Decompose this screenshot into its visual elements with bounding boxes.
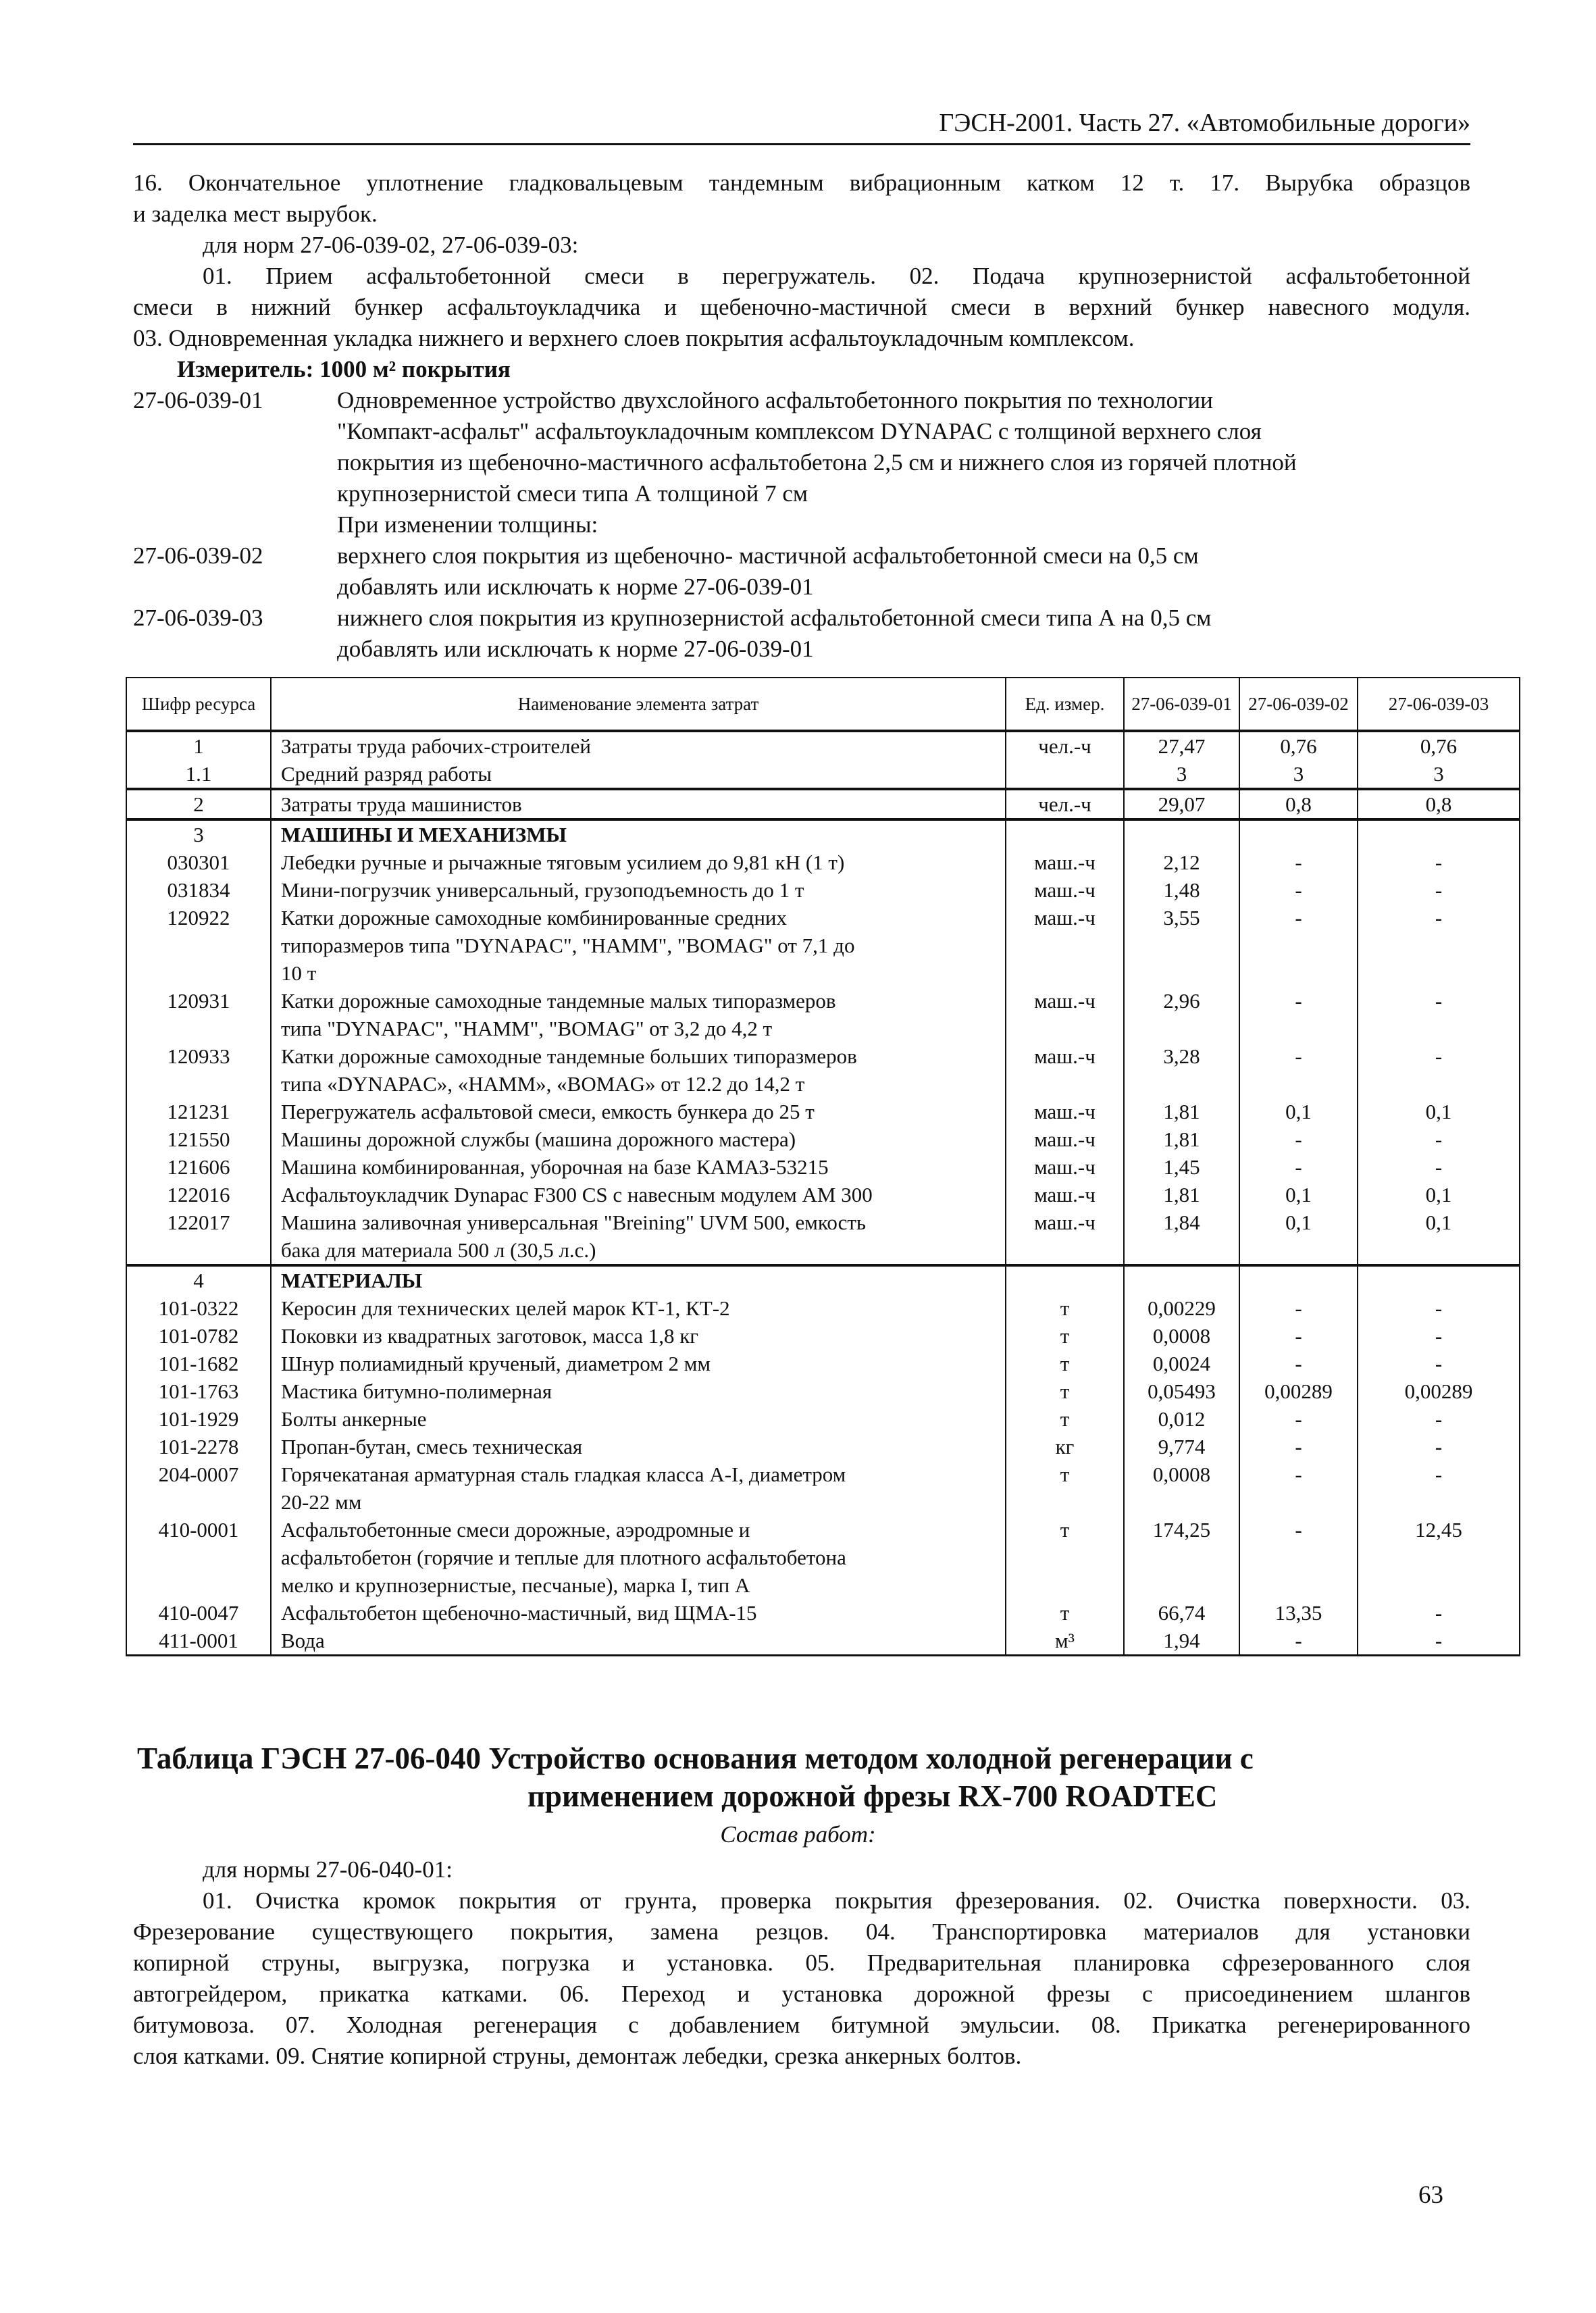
resource-name: Перегружатель асфальтовой смеси, емкость бункера до 25 т bbox=[271, 1098, 1006, 1125]
value-norm-01: 0,0008 bbox=[1124, 1460, 1239, 1516]
resource-code: 101-1763 bbox=[126, 1377, 271, 1405]
value-norm-02 bbox=[1239, 1265, 1358, 1294]
table-row bbox=[126, 1042, 1520, 1098]
value-norm-01: 0,00229 bbox=[1124, 1294, 1239, 1322]
table-row bbox=[126, 1181, 1520, 1209]
value-norm-03: - bbox=[1358, 1153, 1520, 1181]
resource-code: 121231 bbox=[126, 1098, 271, 1125]
norm-description: верхнего слоя покрытия из щебеночно- мастичной асфальтобетонной смеси на 0,5 см добавлять или исключать к норме 27-06-039-01 bbox=[337, 542, 1199, 600]
for-norm-label: для нормы 27-06-040-01: bbox=[203, 1856, 453, 1883]
paragraph-line: 16. Окончательное уплотнение гладковальцевым тандемным вибрационным катком 12 т. 17. Вырубка образцов bbox=[133, 170, 1470, 196]
value-norm-01: 2,96 bbox=[1124, 987, 1239, 1042]
resource-name: МАШИНЫ И МЕХАНИЗМЫ bbox=[271, 819, 1006, 848]
unit: т bbox=[1006, 1322, 1124, 1350]
for-norms-label: для норм 27-06-039-02, 27-06-039-03: bbox=[203, 232, 579, 258]
resource-code: 101-0322 bbox=[126, 1294, 271, 1322]
resource-name: Катки дорожные самоходные комбинированные средних типоразмеров типа "DYNAPAC", "HAMM", "BOMAG" от 7,1 до 10 т bbox=[271, 904, 1006, 987]
resource-name: Затраты труда машинистов bbox=[271, 789, 1006, 819]
col-header-norm-01: 27-06-039-01 bbox=[1124, 678, 1239, 731]
unit: маш.-ч bbox=[1006, 987, 1124, 1042]
resource-code: 030301 bbox=[126, 848, 271, 876]
value-norm-02: - bbox=[1239, 1322, 1358, 1350]
table-row bbox=[126, 1460, 1520, 1516]
value-norm-03 bbox=[1358, 1265, 1520, 1294]
value-norm-02: - bbox=[1239, 876, 1358, 904]
table-row bbox=[126, 904, 1520, 987]
unit bbox=[1006, 760, 1124, 789]
paragraph-line: 01. Прием асфальтобетонной смеси в перегружатель. 02. Подача крупнозернистой асфальтобетонной bbox=[203, 263, 1470, 289]
resource-name: Горячекатаная арматурная сталь гладкая класса А-I, диаметром 20-22 мм bbox=[271, 1460, 1006, 1516]
value-norm-03: - bbox=[1358, 904, 1520, 987]
value-norm-01: 0,0024 bbox=[1124, 1350, 1239, 1377]
resource-code: 121550 bbox=[126, 1125, 271, 1153]
resource-code: 121606 bbox=[126, 1153, 271, 1181]
resource-name: Шнур полиамидный крученый, диаметром 2 мм bbox=[271, 1350, 1006, 1377]
norm-code bbox=[133, 509, 337, 540]
resource-name: Болты анкерные bbox=[271, 1405, 1006, 1433]
paragraph-line: слоя катками. 09. Снятие копирной струны, демонтаж лебедки, срезка анкерных болтов. bbox=[133, 2043, 1022, 2069]
table-row bbox=[126, 1153, 1520, 1181]
unit: маш.-ч bbox=[1006, 1125, 1124, 1153]
paragraph-line: автогрейдером, прикатка катками. 06. Переход и установка дорожной фрезы с присоединением шлангов bbox=[133, 1981, 1470, 2007]
value-norm-01: 29,07 bbox=[1124, 789, 1239, 819]
value-norm-03: 3 bbox=[1358, 760, 1520, 789]
norm-description: нижнего слоя покрытия из крупнозернистой асфальтобетонной смеси типа А на 0,5 см добавлять или исключать к норме 27-06-039-01 bbox=[337, 605, 1212, 662]
value-norm-03: - bbox=[1358, 1599, 1520, 1627]
col-header-unit: Ед. измер. bbox=[1006, 678, 1124, 731]
value-norm-01: 0,0008 bbox=[1124, 1322, 1239, 1350]
value-norm-01: 1,81 bbox=[1124, 1098, 1239, 1125]
value-norm-02: - bbox=[1239, 1153, 1358, 1181]
value-norm-02: - bbox=[1239, 1627, 1358, 1656]
table-row bbox=[126, 1405, 1520, 1433]
resource-group bbox=[126, 1265, 1520, 1656]
paragraph-line: и заделка мест вырубок. bbox=[133, 201, 378, 227]
unit: маш.-ч bbox=[1006, 1042, 1124, 1098]
table-row bbox=[126, 1322, 1520, 1350]
header-rule bbox=[133, 143, 1470, 145]
value-norm-02: - bbox=[1239, 1433, 1358, 1460]
unit bbox=[1006, 1265, 1124, 1294]
table-row bbox=[126, 1599, 1520, 1627]
norm-entry bbox=[133, 603, 1470, 665]
resource-code: 1.1 bbox=[126, 760, 271, 789]
table-row bbox=[126, 1294, 1520, 1322]
unit: маш.-ч bbox=[1006, 848, 1124, 876]
resource-name: Поковки из квадратных заготовок, масса 1,8 кг bbox=[271, 1322, 1006, 1350]
work-list bbox=[133, 1854, 1470, 2072]
value-norm-02 bbox=[1239, 819, 1358, 848]
value-norm-01: 3,28 bbox=[1124, 1042, 1239, 1098]
value-norm-02: - bbox=[1239, 1042, 1358, 1098]
norm-list bbox=[133, 385, 1470, 665]
value-norm-02: - bbox=[1239, 1125, 1358, 1153]
resource-name: Асфальтоукладчик Dynapac F300 CS с навесным модулем AM 300 bbox=[271, 1181, 1006, 1209]
running-header: ГЭСН-2001. Часть 27. «Автомобильные дороги» bbox=[939, 109, 1470, 137]
col-header-name: Наименование элемента затрат bbox=[271, 678, 1006, 731]
value-norm-03: 0,1 bbox=[1358, 1209, 1520, 1265]
unit: т bbox=[1006, 1377, 1124, 1405]
resource-name: Катки дорожные самоходные тандемные малых типоразмеров типа "DYNAPAC", "HAMM", "BOMAG" от 3,2 до 4,2 т bbox=[271, 987, 1006, 1042]
value-norm-01: 1,94 bbox=[1124, 1627, 1239, 1656]
value-norm-03: - bbox=[1358, 1433, 1520, 1460]
norm-entry bbox=[133, 540, 1470, 603]
value-norm-02: - bbox=[1239, 904, 1358, 987]
resource-code: 120922 bbox=[126, 904, 271, 987]
paragraph-line: смеси в нижний бункер асфальтоукладчика и щебеночно-мастичной смеси в верхний бункер навесного модуля. bbox=[133, 294, 1470, 320]
resource-code: 122017 bbox=[126, 1209, 271, 1265]
paragraph-line: копирной струны, выгрузка, погрузка и установка. 05. Предварительная планировка сфрезерованного слоя bbox=[133, 1950, 1470, 1976]
value-norm-01: 1,45 bbox=[1124, 1153, 1239, 1181]
unit: т bbox=[1006, 1599, 1124, 1627]
unit: маш.-ч bbox=[1006, 1098, 1124, 1125]
table-row bbox=[126, 848, 1520, 876]
table-row bbox=[126, 1433, 1520, 1460]
unit: т bbox=[1006, 1460, 1124, 1516]
unit: маш.-ч bbox=[1006, 1153, 1124, 1181]
unit: чел.-ч bbox=[1006, 731, 1124, 760]
value-norm-02: - bbox=[1239, 1350, 1358, 1377]
resource-name: Вода bbox=[271, 1627, 1006, 1656]
resource-table bbox=[126, 677, 1520, 1656]
resource-name: Асфальтобетон щебеночно-мастичный, вид ЩМА-15 bbox=[271, 1599, 1006, 1627]
norm-description: Одновременное устройство двухслойного асфальтобетонного покрытия по технологии "Компакт-асфальт" асфальтоукладочным комплексом DYNAPAC с толщиной верхнего слоя покрытия из щебеночно-мастичного асфальтобетона 2,5 см и нижнего слоя из горячей плотной крупнозернистой смеси типа А толщиной 7 см bbox=[337, 387, 1297, 507]
value-norm-03: 0,1 bbox=[1358, 1098, 1520, 1125]
table-row bbox=[126, 876, 1520, 904]
value-norm-02: 0,00289 bbox=[1239, 1377, 1358, 1405]
paragraph-line: 01. Очистка кромок покрытия от грунта, проверка покрытия фрезерования. 02. Очистка поверхности. 03. bbox=[203, 1887, 1470, 1914]
paragraph-line: битумовоза. 07. Холодная регенерация с добавлением битумной эмульсии. 08. Прикатка регенерированного bbox=[133, 2012, 1470, 2038]
title-line-1: Таблица ГЭСН 27-06-040 Устройство основания методом холодной регенерации с bbox=[137, 1742, 1254, 1775]
value-norm-03: - bbox=[1358, 848, 1520, 876]
resource-name: Машина комбинированная, уборочная на базе КАМАЗ-53215 bbox=[271, 1153, 1006, 1181]
table-row bbox=[126, 789, 1520, 819]
norm-entry bbox=[133, 385, 1470, 509]
resource-name: Асфальтобетонные смеси дорожные, аэродромные и асфальтобетон (горячие и теплые для плотного асфальтобетона мелко и крупнозернистые, песчаные), марка I, тип А bbox=[271, 1516, 1006, 1599]
value-norm-02: - bbox=[1239, 987, 1358, 1042]
resource-name: Средний разряд работы bbox=[271, 760, 1006, 789]
resource-code: 410-0047 bbox=[126, 1599, 271, 1627]
resource-code: 101-1929 bbox=[126, 1405, 271, 1433]
resource-group bbox=[126, 731, 1520, 789]
unit: т bbox=[1006, 1405, 1124, 1433]
col-header-norm-03: 27-06-039-03 bbox=[1358, 678, 1520, 731]
table-row bbox=[126, 1350, 1520, 1377]
unit: кг bbox=[1006, 1433, 1124, 1460]
value-norm-01: 27,47 bbox=[1124, 731, 1239, 760]
value-norm-03: 0,76 bbox=[1358, 731, 1520, 760]
value-norm-03: - bbox=[1358, 876, 1520, 904]
resource-name: Катки дорожные самоходные тандемные больших типоразмеров типа «DYNAPAC», «HAMM», «BOMAG» от 12.2 до 14,2 т bbox=[271, 1042, 1006, 1098]
value-norm-01: 1,81 bbox=[1124, 1125, 1239, 1153]
resource-code: 101-1682 bbox=[126, 1350, 271, 1377]
value-norm-02: - bbox=[1239, 1294, 1358, 1322]
value-norm-01: 3 bbox=[1124, 760, 1239, 789]
value-norm-03: - bbox=[1358, 1322, 1520, 1350]
table-row bbox=[126, 987, 1520, 1042]
value-norm-01 bbox=[1124, 1265, 1239, 1294]
value-norm-01: 66,74 bbox=[1124, 1599, 1239, 1627]
value-norm-02: 0,76 bbox=[1239, 731, 1358, 760]
value-norm-03: 0,8 bbox=[1358, 789, 1520, 819]
table-row bbox=[126, 819, 1520, 848]
value-norm-02: 0,1 bbox=[1239, 1098, 1358, 1125]
table-row bbox=[126, 1627, 1520, 1656]
norm-code: 27-06-039-01 bbox=[133, 387, 263, 413]
page-number: 63 bbox=[1418, 2181, 1443, 2209]
table-row bbox=[126, 1265, 1520, 1294]
title-line-2: применением дорожной фрезы RX-700 ROADTEC bbox=[527, 1779, 1218, 1813]
resource-name: МАТЕРИАЛЫ bbox=[271, 1265, 1006, 1294]
resource-code: 411-0001 bbox=[126, 1627, 271, 1656]
value-norm-01 bbox=[1124, 819, 1239, 848]
table-row bbox=[126, 1377, 1520, 1405]
resource-name: Керосин для технических целей марок КТ-1, КТ-2 bbox=[271, 1294, 1006, 1322]
value-norm-02: 3 bbox=[1239, 760, 1358, 789]
unit: т bbox=[1006, 1294, 1124, 1322]
norm-description: При изменении толщины: bbox=[337, 511, 598, 538]
resource-name: Пропан-бутан, смесь техническая bbox=[271, 1433, 1006, 1460]
value-norm-03: - bbox=[1358, 1125, 1520, 1153]
value-norm-02: - bbox=[1239, 1460, 1358, 1516]
resource-code: 1 bbox=[126, 731, 271, 760]
work-composition-intro bbox=[133, 168, 1470, 665]
unit: м³ bbox=[1006, 1627, 1124, 1656]
resource-code: 2 bbox=[126, 789, 271, 819]
value-norm-02: 0,1 bbox=[1239, 1209, 1358, 1265]
value-norm-02: - bbox=[1239, 1405, 1358, 1433]
table-row bbox=[126, 1098, 1520, 1125]
value-norm-01: 1,81 bbox=[1124, 1181, 1239, 1209]
value-norm-02: - bbox=[1239, 848, 1358, 876]
norm-entry bbox=[133, 509, 1470, 540]
table-row bbox=[126, 1125, 1520, 1153]
table-row bbox=[126, 1209, 1520, 1265]
value-norm-01: 174,25 bbox=[1124, 1516, 1239, 1599]
value-norm-01: 3,55 bbox=[1124, 904, 1239, 987]
value-norm-03: - bbox=[1358, 1042, 1520, 1098]
unit bbox=[1006, 819, 1124, 848]
value-norm-03: - bbox=[1358, 1405, 1520, 1433]
resource-code: 120933 bbox=[126, 1042, 271, 1098]
table-row bbox=[126, 1516, 1520, 1599]
unit: т bbox=[1006, 1350, 1124, 1377]
value-norm-01: 0,012 bbox=[1124, 1405, 1239, 1433]
composition-label: Состав работ: bbox=[720, 1821, 876, 1848]
next-table-title bbox=[137, 1739, 1357, 1815]
value-norm-03: - bbox=[1358, 987, 1520, 1042]
unit: маш.-ч bbox=[1006, 1181, 1124, 1209]
value-norm-03 bbox=[1358, 819, 1520, 848]
col-header-code: Шифр ресурса bbox=[126, 678, 271, 731]
resource-name: Лебедки ручные и рычажные тяговым усилием до 9,81 кН (1 т) bbox=[271, 848, 1006, 876]
unit: т bbox=[1006, 1516, 1124, 1599]
value-norm-02: 0,1 bbox=[1239, 1181, 1358, 1209]
resource-code: 410-0001 bbox=[126, 1516, 271, 1599]
resource-code: 101-2278 bbox=[126, 1433, 271, 1460]
value-norm-03: 12,45 bbox=[1358, 1516, 1520, 1599]
unit: чел.-ч bbox=[1006, 789, 1124, 819]
table-row bbox=[126, 760, 1520, 789]
resource-group bbox=[126, 789, 1520, 819]
value-norm-03: - bbox=[1358, 1627, 1520, 1656]
value-norm-01: 1,84 bbox=[1124, 1209, 1239, 1265]
value-norm-03: - bbox=[1358, 1294, 1520, 1322]
unit: маш.-ч bbox=[1006, 876, 1124, 904]
value-norm-01: 1,48 bbox=[1124, 876, 1239, 904]
value-norm-02: - bbox=[1239, 1516, 1358, 1599]
table-row bbox=[126, 731, 1520, 760]
value-norm-01: 9,774 bbox=[1124, 1433, 1239, 1460]
paragraph-line: 03. Одновременная укладка нижнего и верхнего слоев покрытия асфальтоукладочным комплексом. bbox=[133, 325, 1135, 351]
unit: маш.-ч bbox=[1006, 904, 1124, 987]
resource-group bbox=[126, 819, 1520, 1265]
resource-name: Мини-погрузчик универсальный, грузоподъемность до 1 т bbox=[271, 876, 1006, 904]
value-norm-02: 13,35 bbox=[1239, 1599, 1358, 1627]
resource-name: Мастика битумно-полимерная bbox=[271, 1377, 1006, 1405]
col-header-norm-02: 27-06-039-02 bbox=[1239, 678, 1358, 731]
resource-code: 204-0007 bbox=[126, 1460, 271, 1516]
resource-code: 031834 bbox=[126, 876, 271, 904]
resource-code: 3 bbox=[126, 819, 271, 848]
table-header-row bbox=[126, 678, 1520, 731]
resource-name: Машины дорожной службы (машина дорожного мастера) bbox=[271, 1125, 1006, 1153]
meter-label: Измеритель: 1000 м² покрытия bbox=[177, 356, 511, 382]
value-norm-03: 0,1 bbox=[1358, 1181, 1520, 1209]
norm-code: 27-06-039-03 bbox=[133, 605, 263, 631]
paragraph-line: Фрезерование существующего покрытия, замена резцов. 04. Транспортировка материалов для установки bbox=[133, 1918, 1470, 1945]
resource-code: 101-0782 bbox=[126, 1322, 271, 1350]
value-norm-02: 0,8 bbox=[1239, 789, 1358, 819]
value-norm-03: 0,00289 bbox=[1358, 1377, 1520, 1405]
unit: маш.-ч bbox=[1006, 1209, 1124, 1265]
norm-code: 27-06-039-02 bbox=[133, 542, 263, 569]
value-norm-01: 0,05493 bbox=[1124, 1377, 1239, 1405]
resource-code: 122016 bbox=[126, 1181, 271, 1209]
resource-name: Затраты труда рабочих-строителей bbox=[271, 731, 1006, 760]
resource-name: Машина заливочная универсальная "Breining" UVM 500, емкость бака для материала 500 л (30,5 л.с.) bbox=[271, 1209, 1006, 1265]
resource-code: 4 bbox=[126, 1265, 271, 1294]
value-norm-03: - bbox=[1358, 1350, 1520, 1377]
resource-code: 120931 bbox=[126, 987, 271, 1042]
value-norm-01: 2,12 bbox=[1124, 848, 1239, 876]
value-norm-03: - bbox=[1358, 1460, 1520, 1516]
